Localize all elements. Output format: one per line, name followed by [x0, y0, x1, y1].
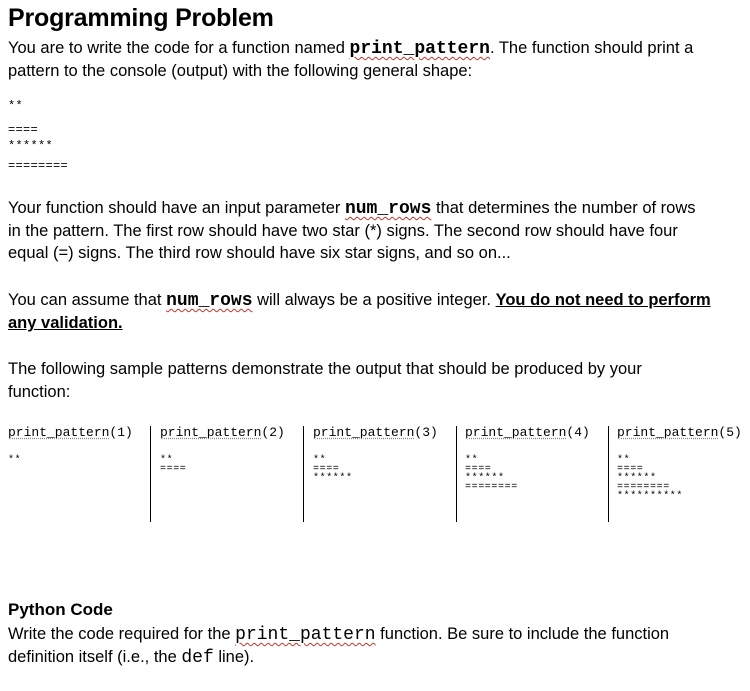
sample-call: print_pattern(4) — [465, 425, 590, 440]
param-line-2: in the pattern. The first row should have two star (*) signs. The second row should have four — [8, 222, 678, 240]
sample-column — [465, 426, 590, 522]
intro-line-1: You are to write the code for a function named print_pattern. The function should print a — [8, 39, 694, 59]
sample-column — [160, 426, 285, 522]
column-divider — [150, 426, 151, 522]
param-line-1: Your function should have an input parameter num_rows that determines the number of rows — [8, 199, 696, 219]
assume-line-1: You can assume that num_rows will always be a positive integer. You do not need to perform — [8, 291, 711, 311]
sample-output: ** ==== ****** ======== ********** — [617, 455, 684, 502]
python-code-heading: Python Code — [8, 600, 113, 619]
page-title: Programming Problem — [8, 4, 274, 32]
sample-call: print_pattern(2) — [160, 425, 285, 440]
def-keyword-code: def — [181, 648, 214, 668]
assume-line-2: any validation. — [8, 314, 123, 332]
sample-column — [617, 426, 742, 522]
sample-column — [313, 426, 438, 522]
samples-intro-line-2: function: — [8, 383, 71, 401]
param-name-code: num_rows — [166, 291, 253, 311]
function-name-code: print_pattern — [349, 39, 490, 59]
function-name-code: print_pattern — [235, 625, 376, 645]
sample-output: ** ==== — [160, 455, 187, 475]
param-name-code: num_rows — [344, 199, 432, 219]
param-line-3: equal (=) signs. The third row should have six star signs, and so on... — [8, 244, 511, 262]
sample-output: ** — [8, 455, 22, 466]
sample-call: print_pattern(1) — [8, 425, 133, 440]
general-shape-row: ****** — [8, 139, 54, 153]
sample-call: print_pattern(5) — [617, 425, 742, 440]
general-shape-row: ==== — [8, 123, 39, 137]
sample-output: ** ==== ****** ======== — [465, 455, 518, 493]
general-shape-row: ======== — [8, 159, 69, 173]
samples-intro-line-1: The following sample patterns demonstrate the output that should be produced by your — [8, 360, 642, 378]
general-shape-row: ** — [8, 99, 24, 113]
sample-patterns-table — [0, 426, 750, 522]
column-divider — [456, 426, 457, 522]
python-line-2: definition itself (i.e., the def line). — [8, 648, 255, 668]
python-line-1: Write the code required for the print_pattern function. Be sure to include the function — [8, 625, 670, 645]
sample-column — [8, 426, 133, 522]
sample-call: print_pattern(3) — [313, 425, 438, 440]
sample-output: ** ==== ****** — [313, 455, 353, 484]
column-divider — [608, 426, 609, 522]
no-validation-note: You do not need to perform — [495, 291, 711, 309]
intro-line-2: pattern to the console (output) with the following general shape: — [8, 62, 473, 80]
column-divider — [303, 426, 304, 522]
